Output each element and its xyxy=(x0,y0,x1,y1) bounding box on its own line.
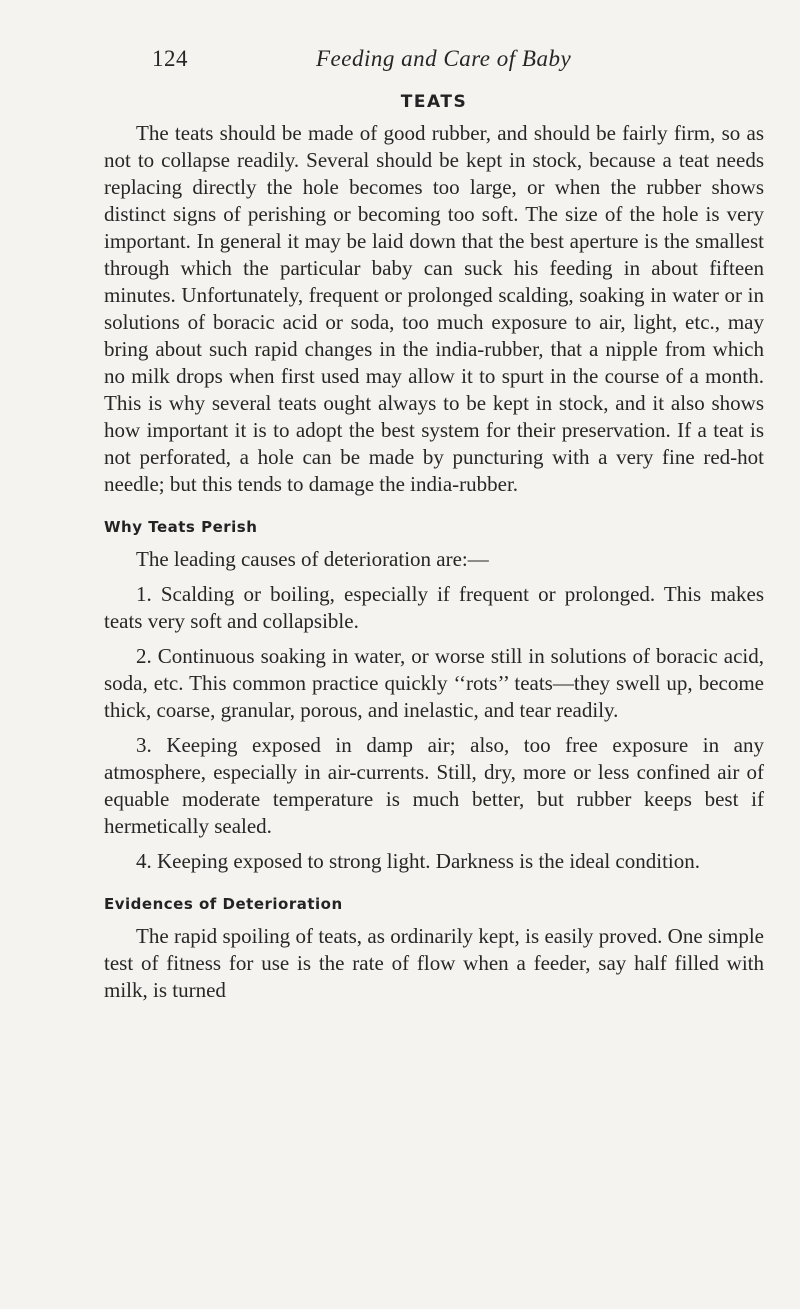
cause-item-3: 3. Keeping exposed in damp air; also, too free exposure in any atmosphere, especially in air-currents. Still, dry, more or less confined air of equable moderate temperature is much better, but rubber keeps best if hermetically sealed. xyxy=(104,733,764,838)
section-title: TEATS xyxy=(400,92,468,112)
cause-item-2: 2. Continuous soaking in water, or worse still in solutions of boracic acid, soda, etc. This common practice quickly ‘‘rots’’ teats—they swell up, become thick, coarse, granular, porous, and inelastic, and tear readily. xyxy=(104,644,764,722)
causes-lead: The leading causes of deterioration are:— xyxy=(136,547,489,571)
evidences-heading: Evidences of Deterioration xyxy=(104,895,343,913)
page-number: 124 xyxy=(152,46,188,71)
why-teats-perish-heading: Why Teats Perish xyxy=(104,518,258,536)
running-title: Feeding and Care of Baby xyxy=(316,46,572,71)
cause-item-4: 4. Keeping exposed to strong light. Darkness is the ideal condition. xyxy=(136,849,700,873)
running-head xyxy=(104,36,764,76)
book-page xyxy=(104,36,764,1004)
evidences-paragraph: The rapid spoiling of teats, as ordinarily kept, is easily proved. One simple test of fitness for use is the rate of flow when a feeder, say half filled with milk, is turned xyxy=(104,924,764,1002)
cause-item-1: 1. Scalding or boiling, especially if frequent or prolonged. This makes teats very soft and collapsible. xyxy=(104,582,764,633)
intro-paragraph: The teats should be made of good rubber, and should be fairly firm, so as not to collapse readily. Several should be kept in stock, because a teat needs replacing directly the hole becomes too large, or when the rubber shows distinct signs of perishing or becoming too soft. The size of the hole is very important. In general it may be laid down that the best aperture is the smallest through which the particular baby can suck his feeding in about fifteen minutes. Unfortunately, frequent or prolonged scalding, soaking in water or in solutions of boracic acid or soda, too much exposure to air, light, etc., may bring about such rapid changes in the india-rubber, that a nipple from which no milk drops when first used may allow it to spurt in the course of a month. This is why several teats ought always to be kept in stock, and it also shows how important it is to adopt the best system for their preservation. If a teat is not perforated, a hole can be made by puncturing with a very fine red-hot needle; but this tends to damage the india-rubber. xyxy=(104,121,764,496)
